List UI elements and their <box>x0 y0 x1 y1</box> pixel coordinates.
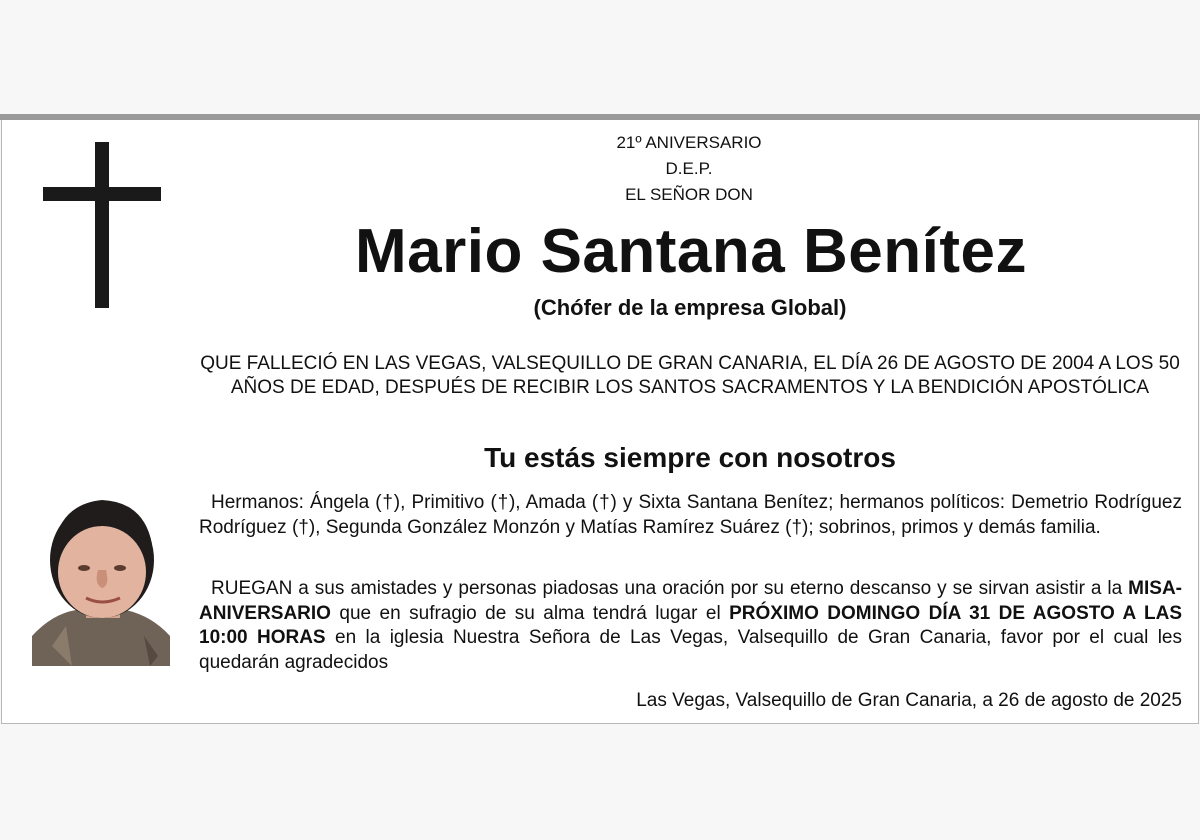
family-list <box>199 490 1182 540</box>
mass-label: MISA-ANIVERSARIO <box>199 578 1182 624</box>
header-lines <box>489 130 889 208</box>
request-text-3: en la iglesia Nuestra Señora de Las Vegas, Valsequillo de Gran Canaria, favor por el cual les quedarán agradecidos <box>199 627 1182 673</box>
place-date: Las Vegas, Valsequillo de Gran Canaria, a 26 de agosto de 2025 <box>636 690 1182 711</box>
obituary-card <box>1 120 1199 724</box>
motto: Tu estás siempre con nosotros <box>484 442 896 473</box>
mass-date: PRÓXIMO DOMINGO DÍA 31 DE AGOSTO A LAS 10:00 HORAS <box>199 602 1182 648</box>
mass-request <box>199 577 1182 675</box>
title-line: EL SEÑOR DON <box>625 185 753 204</box>
anniversary-line: 21º ANIVERSARIO <box>616 133 762 152</box>
occupation: (Chófer de la empresa Global) <box>533 295 847 320</box>
portrait-photo <box>32 486 170 666</box>
request-text-2: que en sufragio de su alma tendrá lugar el <box>330 602 730 624</box>
deceased-name: Mario Santana Benítez <box>355 217 1027 286</box>
death-notice: QUE FALLECIÓ EN LAS VEGAS, VALSEQUILLO DE GRAN CANARIA, EL DÍA 26 DE AGOSTO DE 2004 A LOS 50 AÑOS DE EDAD, DESPUÉS DE RECIBIR LOS SANTOS SACRAMENTOS Y LA BENDICIÓN APOSTÓLICA <box>200 353 1180 398</box>
request-text-1: RUEGAN a sus amistades y personas piadosas una oración por su eterno descanso y se sirvan asistir a la <box>211 578 1129 599</box>
family-text: Hermanos: Ángela (†), Primitivo (†), Amada (†) y Sixta Santana Benítez; hermanos políticos: Demetrio Rodríguez Rodríguez (†), Segunda González Monzón y Matías Ramírez Suárez (†); sobrinos, primos y demás familia. <box>199 492 1182 538</box>
cross-icon <box>43 142 161 308</box>
dep-line: D.E.P. <box>665 159 713 178</box>
